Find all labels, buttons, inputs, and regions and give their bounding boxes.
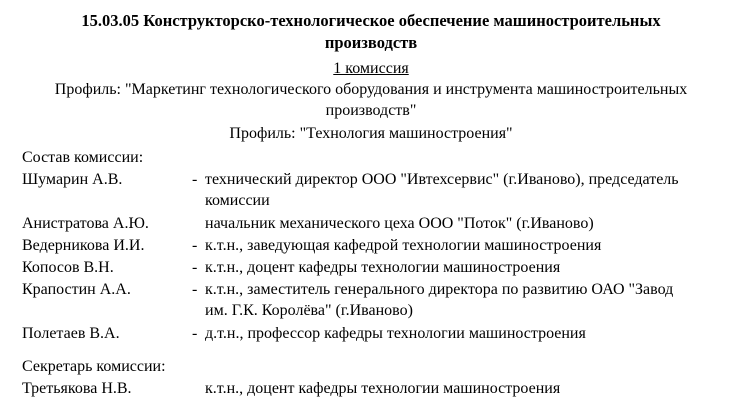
member-dash: - bbox=[192, 237, 198, 254]
member-desc-line2: комиссии bbox=[205, 192, 270, 209]
member-desc-line2: им. Г.К. Королёва" (г.Иваново) bbox=[205, 302, 413, 319]
member-desc-line1: к.т.н., доцент кафедры технологии машиностроения bbox=[205, 259, 561, 276]
member-dash: - bbox=[192, 259, 198, 276]
secretary-label: Секретарь комиссии: bbox=[22, 358, 166, 375]
composition-label: Состав комиссии: bbox=[22, 149, 144, 166]
member-desc-line1: к.т.н., заведующая кафедрой технологии машиностроения bbox=[205, 237, 602, 254]
commission-number: 1 комиссия bbox=[333, 60, 409, 77]
document-title-line2: производств bbox=[324, 33, 418, 52]
secretary-desc: к.т.н., доцент кафедры технологии машиностроения bbox=[205, 380, 561, 397]
secretary-name: Третьякова Н.В. bbox=[22, 380, 132, 397]
member-name: Полетаев В.А. bbox=[22, 325, 120, 342]
member-dash: - bbox=[192, 325, 198, 342]
member-name: Шумарин А.В. bbox=[22, 171, 123, 188]
member-name: Копосов В.Н. bbox=[22, 259, 114, 276]
profile1-line2: производств" bbox=[325, 102, 417, 119]
member-name: Ведерникова И.И. bbox=[22, 237, 145, 254]
member-desc-line1: к.т.н., заместитель генерального директора по развитию ОАО "Завод bbox=[205, 281, 674, 298]
member-dash: - bbox=[192, 171, 198, 188]
commission-heading bbox=[0, 59, 742, 78]
member-name: Анистратова А.Ю. bbox=[22, 215, 149, 232]
profile2: Профиль: "Технология машиностроения" bbox=[229, 125, 513, 142]
member-name: Крапостин А.А. bbox=[22, 281, 131, 298]
member-desc-line1: начальник механического цеха ООО "Поток" (г.Иваново) bbox=[205, 215, 594, 232]
member-desc-line1: технический директор ООО "Ивтехсервис" (г.Иваново), председатель bbox=[205, 171, 679, 188]
member-desc-line1: д.т.н., профессор кафедры технологии машиностроения bbox=[205, 325, 586, 342]
document-title-line1: 15.03.05 Конструкторско-технологическое обеспечение машиностроительных bbox=[81, 11, 661, 30]
profile1-line1: Профиль: "Маркетинг технологического оборудования и инструмента машиностроительных bbox=[54, 81, 688, 98]
member-dash: - bbox=[192, 281, 198, 298]
